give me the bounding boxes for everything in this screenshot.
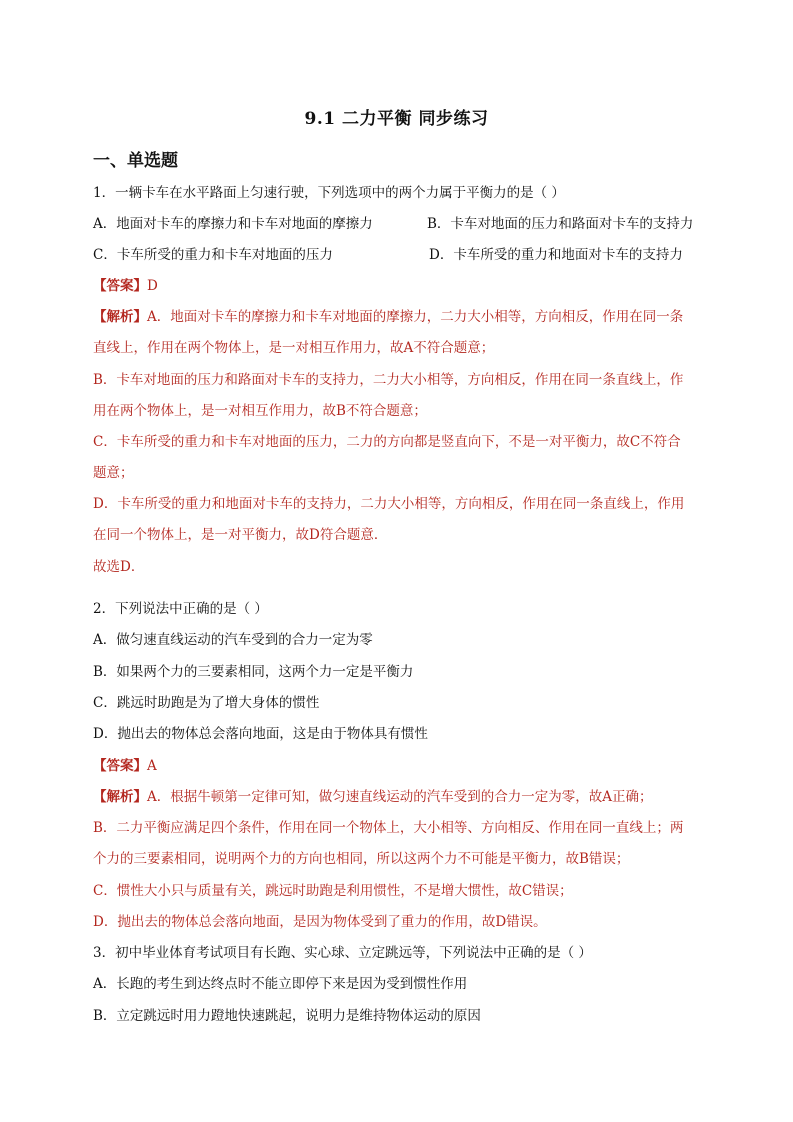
question-3-option-b: B．立定跳远时用力蹬地快速跳起，说明力是维持物体运动的原因 xyxy=(93,1008,481,1024)
question-2-answer xyxy=(93,756,157,776)
question-1-analysis-line: D．卡车所受的重力和地面对卡车的支持力，二力大小相等，方向相反，作用在同一条直线上，作用 xyxy=(93,496,685,512)
question-1-analysis-line: 直线上，作用在两个物体上，是一对相互作用力，故A不符合题意； xyxy=(93,340,495,356)
question-1-analysis-line: 在同一个物体上，是一对平衡力，故D符合题意． xyxy=(93,527,388,543)
question-2-option-c: C．跳远时助跑是为了增大身体的惯性 xyxy=(93,695,320,711)
answer-tag: 【答案】 xyxy=(93,758,147,774)
question-2-analysis-line: B．二力平衡应满足四个条件，作用在同一个物体上，大小相等、方向相反、作用在同一直线上；两 xyxy=(93,820,684,836)
question-2-analysis-line: 个力的三要素相同，说明两个力的方向也相同，所以这两个力不可能是平衡力，故B错误； xyxy=(93,851,630,867)
analysis-text: A．根据牛顿第一定律可知，做匀速直线运动的汽车受到的合力一定为零，故A正确； xyxy=(147,789,653,805)
section-heading: 一、单选题 xyxy=(93,151,178,171)
question-1-analysis-line xyxy=(93,307,683,327)
question-1-analysis-line: 用在两个物体上，是一对相互作用力，故B不符合题意； xyxy=(93,403,427,419)
answer-value: D xyxy=(147,278,158,294)
question-1-option-a: A．地面对卡车的摩擦力和卡车对地面的摩擦力 xyxy=(93,216,373,232)
question-3-stem: 3．初中毕业体育考试项目有长跑、实心球、立定跳远等，下列说法中正确的是（ ） xyxy=(93,945,592,961)
question-2-option-d: D．抛出去的物体总会落向地面，这是由于物体具有惯性 xyxy=(93,726,428,742)
question-1-option-b: B．卡车对地面的压力和路面对卡车的支持力 xyxy=(427,216,694,232)
question-1-answer xyxy=(93,276,158,296)
analysis-text: A．地面对卡车的摩擦力和卡车对地面的摩擦力，二力大小相等，方向相反，作用在同一条 xyxy=(147,309,684,325)
question-2-option-a: A．做匀速直线运动的汽车受到的合力一定为零 xyxy=(93,632,373,648)
question-3-option-a: A．长跑的考生到达终点时不能立即停下来是因为受到惯性作用 xyxy=(93,976,468,992)
question-1-analysis-line: C．卡车所受的重力和卡车对地面的压力，二力的方向都是竖直向下，不是一对平衡力，故C不符合 xyxy=(93,434,681,450)
question-2-analysis-line: D．抛出去的物体总会落向地面，是因为物体受到了重力的作用，故D错误。 xyxy=(93,914,547,930)
analysis-tag: 【解析】 xyxy=(93,309,147,325)
question-2-analysis-line: C．惯性大小只与质量有关，跳远时助跑是利用惯性，不是增大惯性，故C错误； xyxy=(93,883,573,899)
analysis-tag: 【解析】 xyxy=(93,789,147,805)
question-2-analysis-line xyxy=(93,787,653,807)
question-2-option-b: B．如果两个力的三要素相同，这两个力一定是平衡力 xyxy=(93,664,414,680)
question-2-stem: 2．下列说法中正确的是（ ） xyxy=(93,601,268,617)
answer-tag: 【答案】 xyxy=(93,278,147,294)
question-1-option-d: D．卡车所受的重力和地面对卡车的支持力 xyxy=(429,247,683,263)
question-1-analysis-line: 题意； xyxy=(93,465,134,481)
question-1-analysis-line: B．卡车对地面的压力和路面对卡车的支持力，二力大小相等，方向相反，作用在同一条直线上，作 xyxy=(93,372,684,388)
question-1-option-c: C．卡车所受的重力和卡车对地面的压力 xyxy=(93,247,333,263)
answer-value: A xyxy=(147,758,157,774)
page-title: 9.1 二力平衡 同步练习 xyxy=(304,109,489,129)
question-1-conclusion: 故选D． xyxy=(93,559,145,575)
question-1-stem: 1．一辆卡车在水平路面上匀速行驶，下列选项中的两个力属于平衡力的是（ ） xyxy=(93,185,565,201)
